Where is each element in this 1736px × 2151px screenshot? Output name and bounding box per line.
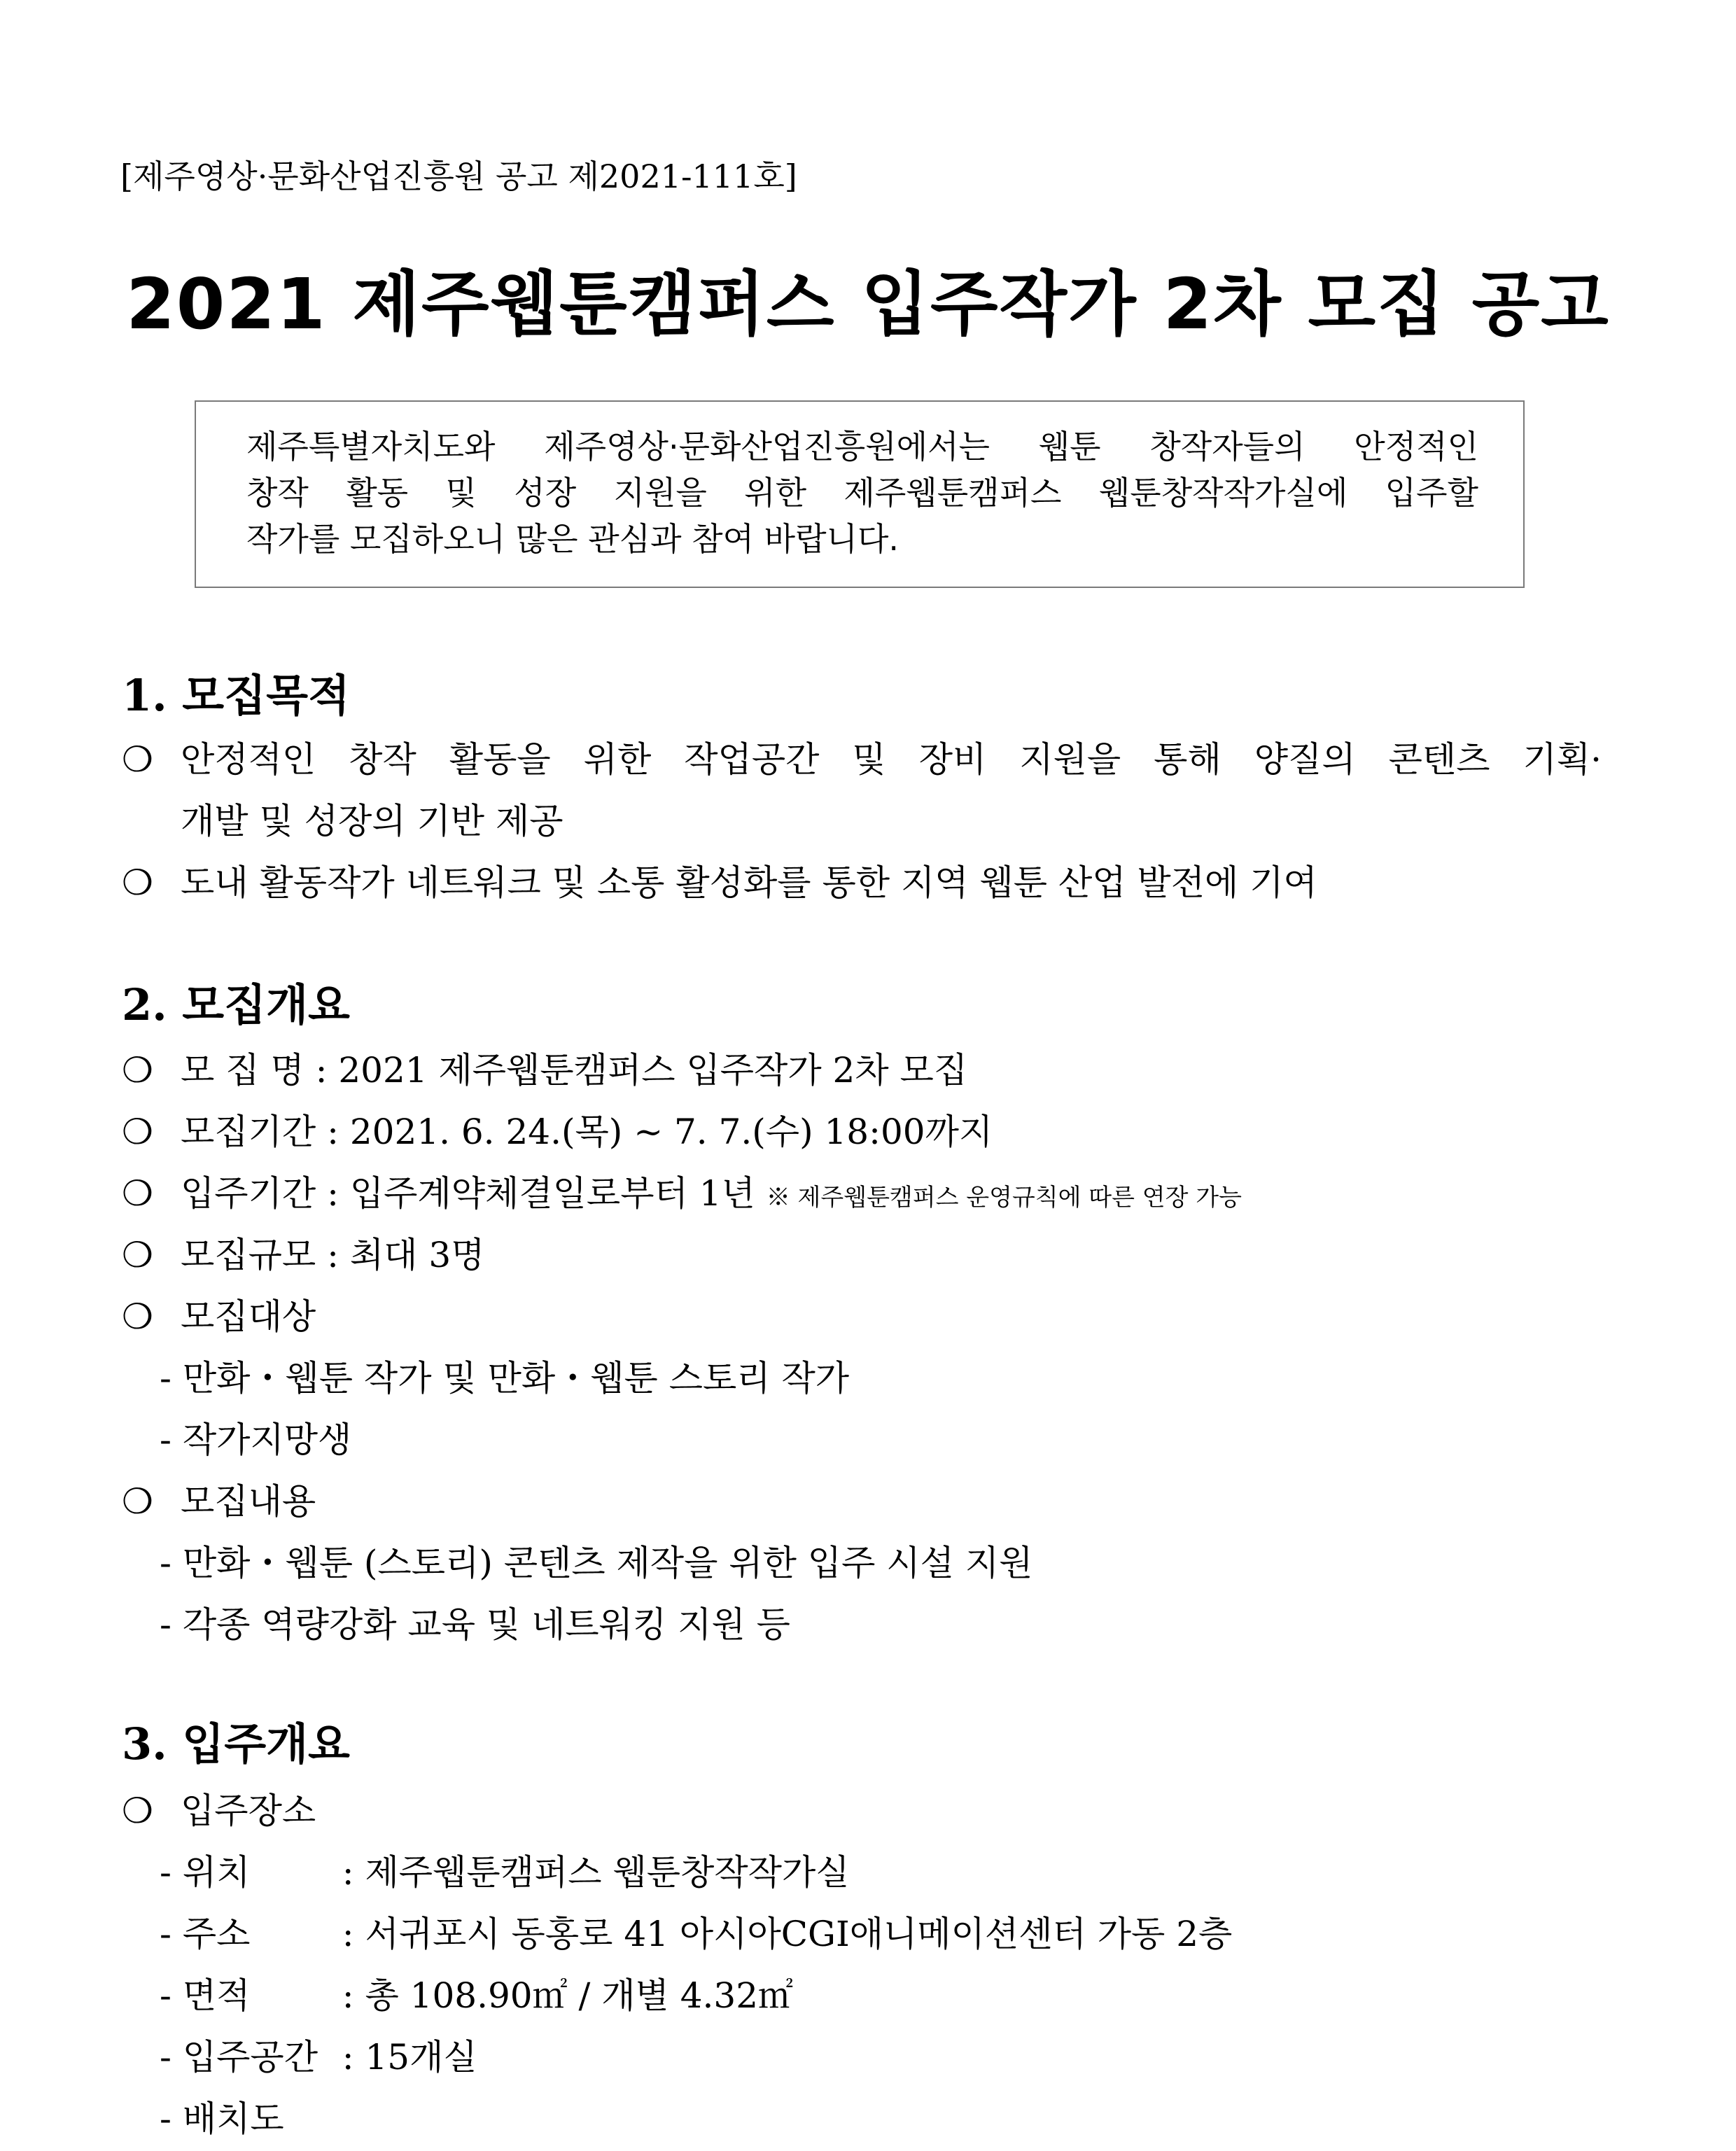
dash-bullet-icon: - bbox=[160, 1420, 172, 1460]
section-heading-overview: 2. 모집개요 bbox=[122, 979, 350, 1030]
intro-line-2: 창작 활동 및 성장 지원을 위한 제주웹툰캠퍼스 웹툰창작작가실에 입주할 bbox=[246, 474, 1478, 512]
circle-bullet-icon: ❍ bbox=[122, 739, 153, 780]
circle-bullet-icon: ❍ bbox=[122, 862, 153, 903]
circle-bullet-icon: ❍ bbox=[122, 1791, 153, 1831]
circle-bullet-icon: ❍ bbox=[122, 1050, 153, 1091]
purpose-item-1-line-1 bbox=[122, 736, 1602, 783]
overview-residency-text: 입주기간 : 입주계약체결일로부터 1년 bbox=[181, 1173, 755, 1214]
overview-target-1 bbox=[160, 1355, 849, 1401]
location-value: : 제주웹툰캠퍼스 웹툰창작작가실 bbox=[342, 1852, 850, 1893]
overview-name-text: 모 집 명 : 2021 제주웹툰캠퍼스 입주작가 2차 모집 bbox=[181, 1050, 968, 1091]
overview-content-2 bbox=[160, 1602, 790, 1648]
intro-line-3: 작가를 모집하오니 많은 관심과 참여 바랍니다. bbox=[246, 520, 899, 558]
layout-label: 배치도 bbox=[182, 2099, 284, 2139]
residency-area bbox=[160, 1973, 793, 2019]
circle-bullet-icon: ❍ bbox=[122, 1235, 153, 1275]
overview-target-1-text: 만화・웹툰 작가 및 만화・웹툰 스토리 작가 bbox=[182, 1358, 850, 1399]
overview-scale-text: 모집규모 : 최대 3명 bbox=[181, 1235, 485, 1275]
residency-layout bbox=[160, 2096, 331, 2142]
intro-line-1: 제주특별자치도와 제주영상·문화산업진흥원에서는 웹툰 창작자들의 안정적인 bbox=[246, 428, 1478, 465]
section-heading-purpose: 1. 모집목적 bbox=[122, 670, 350, 721]
overview-name bbox=[122, 1047, 967, 1093]
page-title: 2021 제주웹툰캠퍼스 입주작가 2차 모집 공고 bbox=[126, 263, 1610, 345]
overview-content-2-text: 각종 역량강화 교육 및 네트워킹 지원 등 bbox=[182, 1604, 790, 1645]
address-label: 주소 bbox=[182, 1914, 251, 1954]
overview-scale bbox=[122, 1232, 484, 1278]
overview-residency bbox=[122, 1170, 1242, 1221]
overview-content-1-text: 만화・웹툰 (스토리) 콘텐츠 제작을 위한 입주 시설 지원 bbox=[182, 1543, 1033, 1583]
purpose-item-1-text: 안정적인 창작 활동을 위한 작업공간 및 장비 지원을 통해 양질의 콘텐츠 기획· bbox=[181, 739, 1602, 780]
overview-target-2 bbox=[160, 1417, 351, 1463]
overview-target-heading-text: 모집대상 bbox=[181, 1296, 316, 1337]
circle-bullet-icon: ❍ bbox=[122, 1112, 153, 1152]
area-value: : 총 108.90㎡ / 개별 4.32㎡ bbox=[342, 1975, 794, 2016]
residency-space bbox=[160, 2034, 477, 2080]
purpose-item-2 bbox=[122, 860, 1317, 906]
residency-note: ※ 제주웹툰캠퍼스 운영규칙에 따른 연장 가능 bbox=[766, 1184, 1242, 1212]
dash-bullet-icon: - bbox=[160, 2037, 172, 2078]
dash-bullet-icon: - bbox=[160, 1975, 172, 2016]
space-value: : 15개실 bbox=[342, 2037, 477, 2078]
notice-number: [제주영상·문화산업진흥원 공고 제2021-111호] bbox=[120, 157, 797, 195]
residency-place-heading bbox=[122, 1788, 316, 1834]
overview-period-text: 모집기간 : 2021. 6. 24.(목) ~ 7. 7.(수) 18:00까지 bbox=[181, 1112, 993, 1152]
address-value: : 서귀포시 동홍로 41 아시아CGI애니메이션센터 가동 2층 bbox=[342, 1914, 1233, 1954]
area-label: 면적 bbox=[182, 1975, 251, 2016]
residency-location bbox=[160, 1849, 850, 1896]
overview-period bbox=[122, 1109, 993, 1155]
dash-bullet-icon: - bbox=[160, 1604, 172, 1645]
purpose-item-1-line-2: 개발 및 성장의 기반 제공 bbox=[181, 801, 564, 841]
dash-bullet-icon: - bbox=[160, 2099, 172, 2139]
residency-address bbox=[160, 1911, 1232, 1957]
dash-bullet-icon: - bbox=[160, 1543, 172, 1583]
dash-bullet-icon: - bbox=[160, 1914, 172, 1954]
overview-target-2-text: 작가지망생 bbox=[182, 1420, 352, 1460]
overview-content-heading-text: 모집내용 bbox=[181, 1481, 316, 1522]
circle-bullet-icon: ❍ bbox=[122, 1173, 153, 1214]
location-label: 위치 bbox=[182, 1852, 251, 1893]
overview-target-heading bbox=[122, 1294, 316, 1340]
circle-bullet-icon: ❍ bbox=[122, 1481, 153, 1522]
residency-place-heading-text: 입주장소 bbox=[181, 1791, 316, 1831]
dash-bullet-icon: - bbox=[160, 1358, 172, 1399]
purpose-item-2-text: 도내 활동작가 네트워크 및 소통 활성화를 통한 지역 웹툰 산업 발전에 기여 bbox=[181, 862, 1317, 903]
space-label: 입주공간 bbox=[182, 2037, 318, 2078]
overview-content-1 bbox=[160, 1540, 1032, 1586]
section-heading-residency: 3. 입주개요 bbox=[122, 1718, 350, 1770]
dash-bullet-icon: - bbox=[160, 1852, 172, 1893]
overview-content-heading bbox=[122, 1478, 316, 1525]
circle-bullet-icon: ❍ bbox=[122, 1296, 153, 1337]
